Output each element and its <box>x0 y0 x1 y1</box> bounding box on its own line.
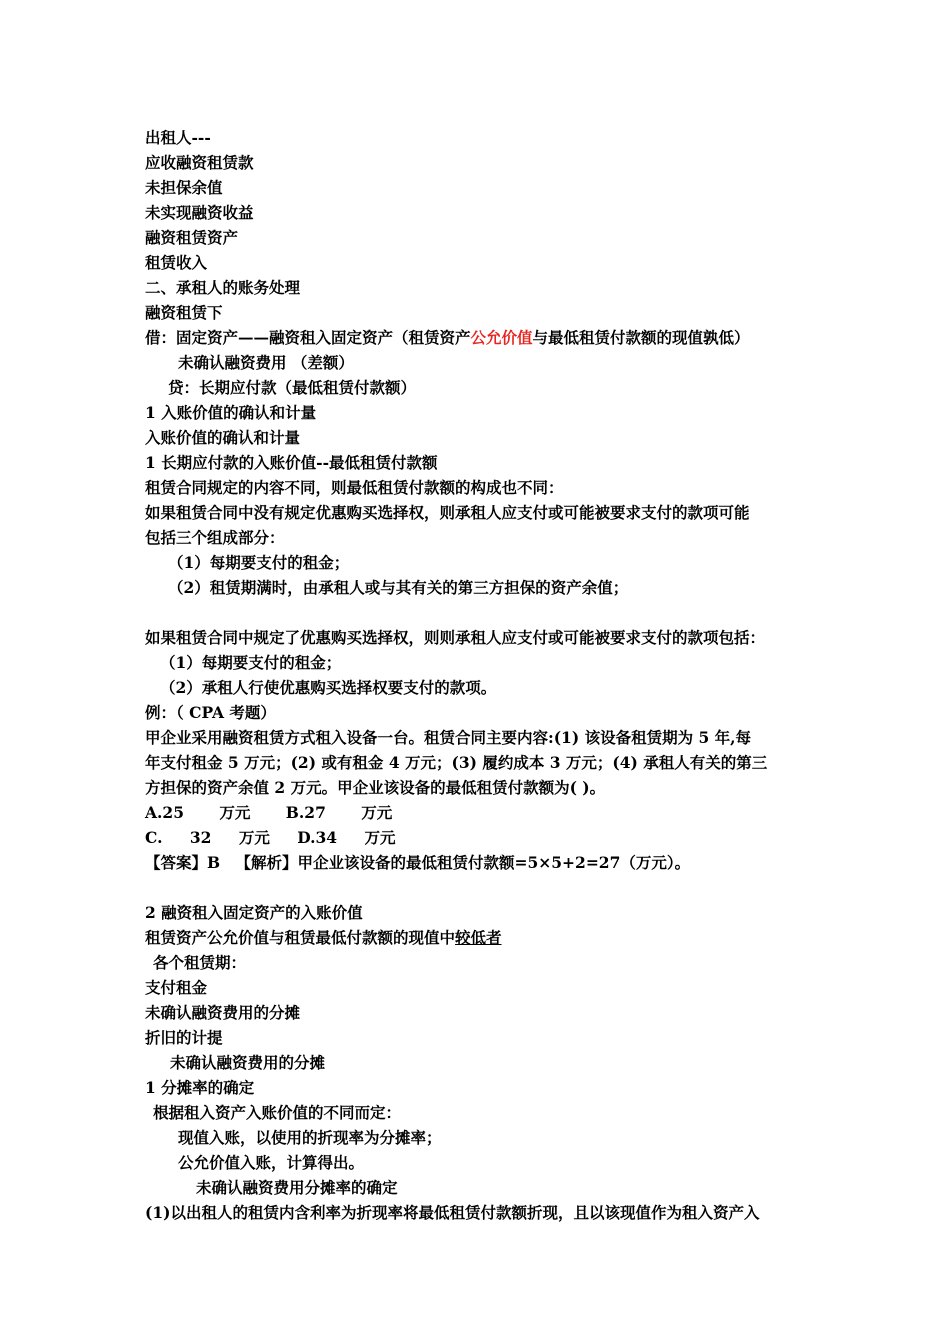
text-line: 如果租赁合同中没有规定优惠购买选择权，则承租人应支付或可能被要求支付的款项可能 <box>145 503 750 522</box>
section-heading: 2 融资租入固定资产的入账价值 <box>145 903 363 922</box>
text-line: 支付租金 <box>145 978 208 997</box>
text-line: 未实现融资收益 <box>145 203 254 222</box>
text-line: (1)以出租人的租赁内含利率为折现率将最低租赁付款额折现，且以该现值作为租入资产入 <box>145 1203 760 1222</box>
lower-value-underline: 较低者 <box>455 928 502 947</box>
fair-value-highlight: 公允价值 <box>470 328 533 347</box>
text-line: 现值入账，以使用的折现率为分摊率； <box>178 1128 442 1147</box>
text-line: 公允价值入账，计算得出。 <box>178 1153 365 1172</box>
list-item: （1）每期要支付的租金； <box>168 553 350 572</box>
answer-explanation: 【答案】B 【解析】甲企业该设备的最低租赁付款额=5×5+2=27（万元）。 <box>145 853 691 872</box>
list-item: （1）每期要支付的租金； <box>160 653 342 672</box>
debit-entry-prefix: 借：固定资产——融资租入固定资产（租赁资产 <box>145 328 471 347</box>
debit-entry-line <box>145 328 750 348</box>
text-line: 折旧的计提 <box>145 1028 223 1047</box>
text-line: 根据租入资产入账价值的不同而定： <box>153 1103 402 1122</box>
text-line: 未担保余值 <box>145 178 223 197</box>
text-line: 融资租赁下 <box>145 303 223 322</box>
text-line: 各个租赁期： <box>153 953 247 972</box>
list-item: （2）租赁期满时，由承租人或与其有关的第三方担保的资产余值； <box>168 578 629 597</box>
text-line: 1 长期应付款的入账价值--最低租赁付款额 <box>145 453 438 472</box>
text-line: 租赁收入 <box>145 253 208 272</box>
text-line: 如果租赁合同中规定了优惠购买选择权，则则承租人应支付或可能被要求支付的款项包括： <box>145 628 766 647</box>
text-line: 应收融资租赁款 <box>145 153 254 172</box>
answer-options: A.25 万元 B.27 万元 <box>145 803 393 822</box>
text-line: 包括三个组成部分： <box>145 528 285 547</box>
subsection-heading: 1 入账价值的确认和计量 <box>145 403 317 422</box>
text-line: 租赁合同规定的内容不同，则最低租赁付款额的构成也不同： <box>145 478 564 497</box>
text-line: 未确认融资费用的分摊 <box>170 1053 326 1072</box>
text-line: 方担保的资产余值 2 万元。甲企业该设备的最低租赁付款额为( )。 <box>145 778 606 797</box>
answer-options: C. 32 万元 D.34 万元 <box>145 828 396 847</box>
text-line: 年支付租金 5 万元；(2) 或有租金 4 万元；(3) 履约成本 3 万元；(4) 承租人有关的第三 <box>145 753 768 772</box>
text-line: 入账价值的确认和计量 <box>145 428 301 447</box>
text-line: 融资租赁资产 <box>145 228 239 247</box>
text-line: 甲企业采用融资租赁方式租入设备一台。租赁合同主要内容:(1) 该设备租赁期为 5 年,每 <box>145 728 752 747</box>
text-line: 出租人--- <box>145 128 211 147</box>
credit-entry-line: 贷：长期应付款（最低租赁付款额） <box>168 378 417 397</box>
text-line: 未确认融资费用的分摊 <box>145 1003 301 1022</box>
list-item: （2）承租人行使优惠购买选择权要支付的款项。 <box>160 678 497 697</box>
section-heading: 二、承租人的账务处理 <box>145 278 301 297</box>
text-line: 未确认融资费用 （差额） <box>178 353 354 372</box>
debit-entry-suffix: 与最低租赁付款额的现值孰低） <box>532 328 750 347</box>
subsection-heading: 1 分摊率的确定 <box>145 1078 255 1097</box>
lower-value-prefix: 租赁资产公允价值与租赁最低付款额的现值中 <box>145 928 456 947</box>
example-heading: 例：（ CPA 考题） <box>145 703 276 722</box>
text-line: 未确认融资费用分摊率的确定 <box>196 1178 398 1197</box>
text-line <box>145 928 502 948</box>
